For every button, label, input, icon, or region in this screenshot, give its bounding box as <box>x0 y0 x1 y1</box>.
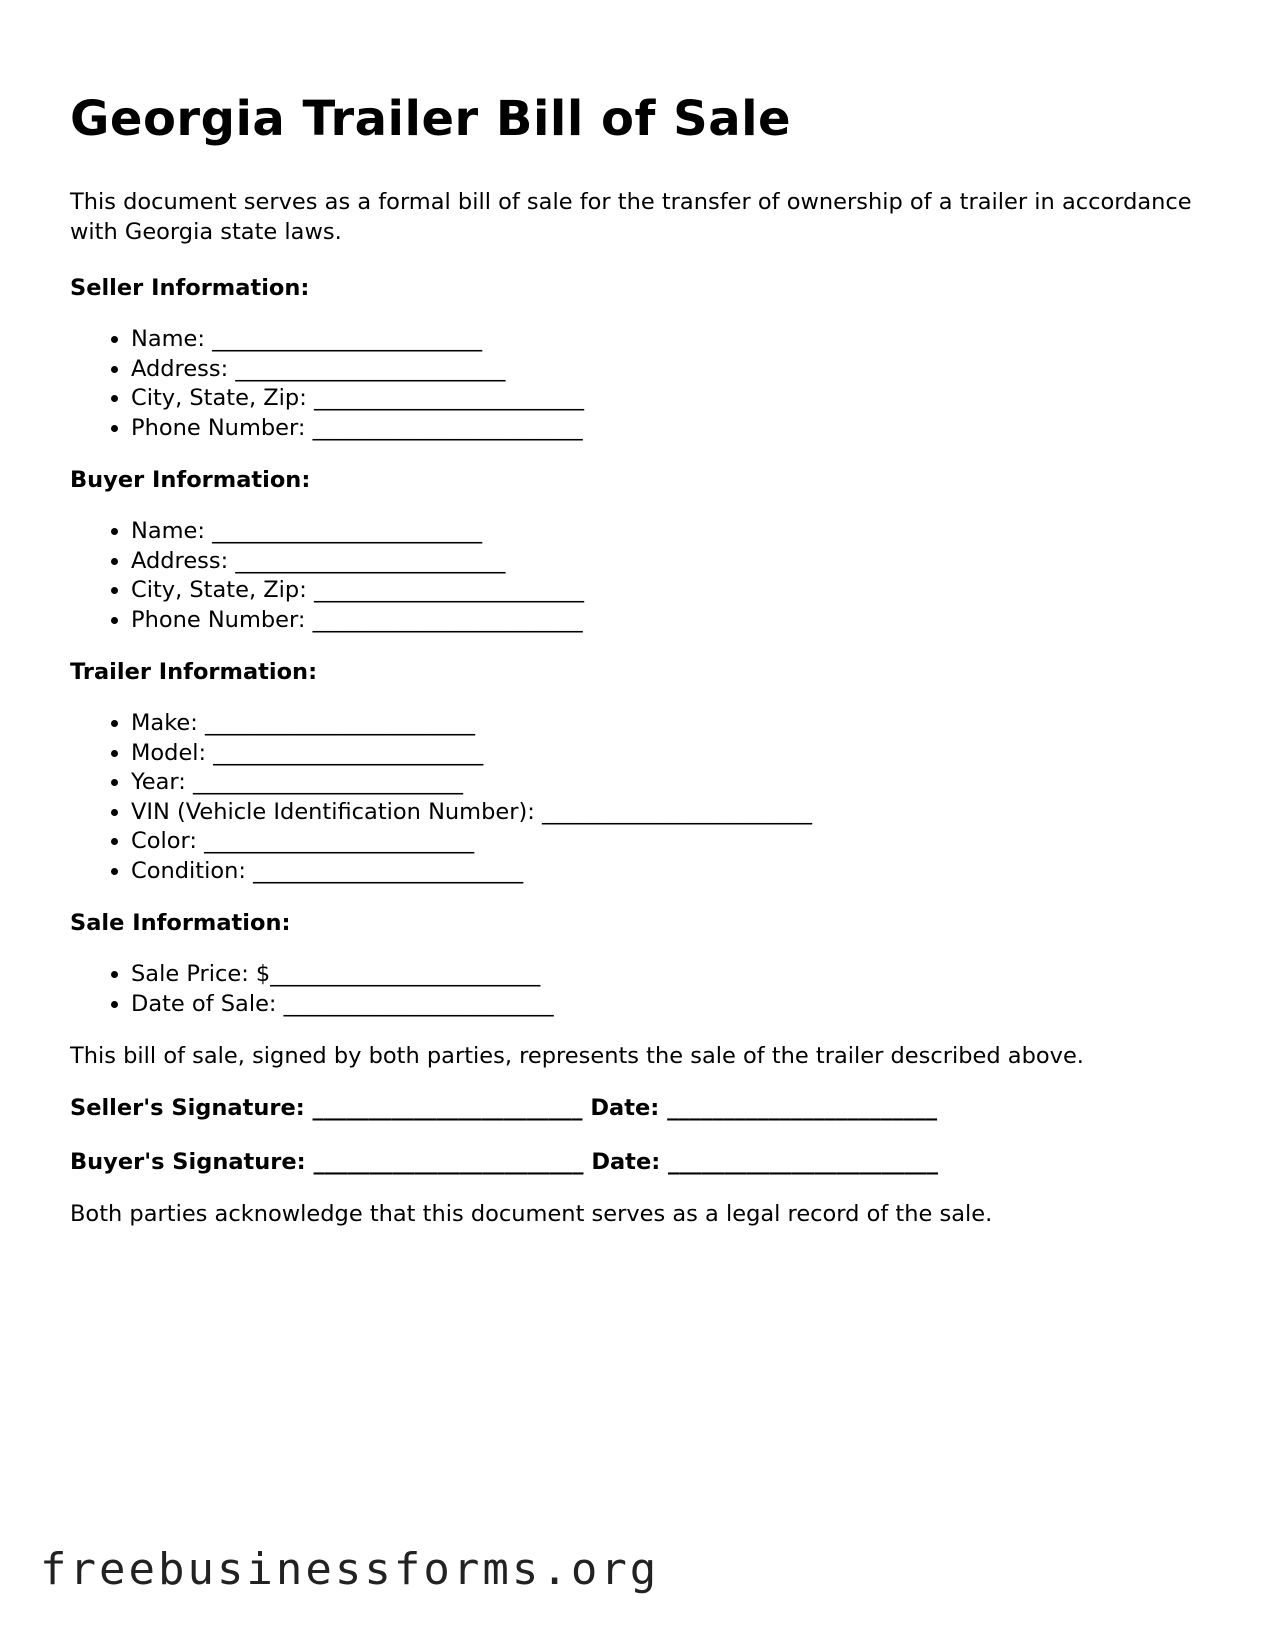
trailer-color-field: • Color: ________________________ <box>131 827 1200 857</box>
sale-heading: Sale Information: <box>70 910 291 936</box>
buyer-phone-field: • Phone Number: ________________________ <box>131 606 1200 636</box>
sale-date-field: • Date of Sale: ________________________ <box>131 990 1200 1020</box>
seller-phone-field: • Phone Number: ________________________ <box>131 414 1200 444</box>
buyer-city-state-zip-field: • City, State, Zip: ________________________ <box>131 576 1200 606</box>
seller-signature-line: Seller's Signature: ________________________ Date: ________________________ <box>70 1095 938 1121</box>
buyer-list <box>70 517 1200 635</box>
buyer-name-field: • Name: ________________________ <box>131 517 1200 547</box>
page-title: Georgia Trailer Bill of Sale <box>70 91 792 147</box>
buyer-heading: Buyer Information: <box>70 467 311 493</box>
trailer-make-field: • Make: ________________________ <box>131 709 1200 739</box>
trailer-year-field: • Year: ________________________ <box>131 768 1200 798</box>
trailer-heading: Trailer Information: <box>70 659 318 685</box>
trailer-list <box>70 709 1200 886</box>
trailer-condition-field: • Condition: ________________________ <box>131 857 1200 887</box>
document-page <box>70 84 1200 1229</box>
sale-list <box>70 960 1200 1019</box>
intro-paragraph: This document serves as a formal bill of sale for the transfer of ownership of a trailer in accordance with Georgia state laws. <box>70 189 1192 245</box>
seller-heading: Seller Information: <box>70 275 310 301</box>
trailer-model-field: • Model: ________________________ <box>131 739 1200 769</box>
trailer-vin-field: • VIN (Vehicle Identification Number): ________________________ <box>131 798 1200 828</box>
acknowledgement-paragraph: Both parties acknowledge that this document serves as a legal record of the sale. <box>70 1201 993 1227</box>
watermark-text: freebusinessforms.org <box>40 1544 660 1595</box>
seller-list <box>70 325 1200 443</box>
seller-address-field: • Address: ________________________ <box>131 355 1200 385</box>
seller-name-field: • Name: ________________________ <box>131 325 1200 355</box>
buyer-signature-line: Buyer's Signature: ________________________ Date: ________________________ <box>70 1149 939 1175</box>
buyer-address-field: • Address: ________________________ <box>131 547 1200 577</box>
sale-price-field: • Sale Price: $________________________ <box>131 960 1200 990</box>
seller-city-state-zip-field: • City, State, Zip: ________________________ <box>131 384 1200 414</box>
sale-statement: This bill of sale, signed by both parties, represents the sale of the trailer described above. <box>70 1043 1084 1069</box>
